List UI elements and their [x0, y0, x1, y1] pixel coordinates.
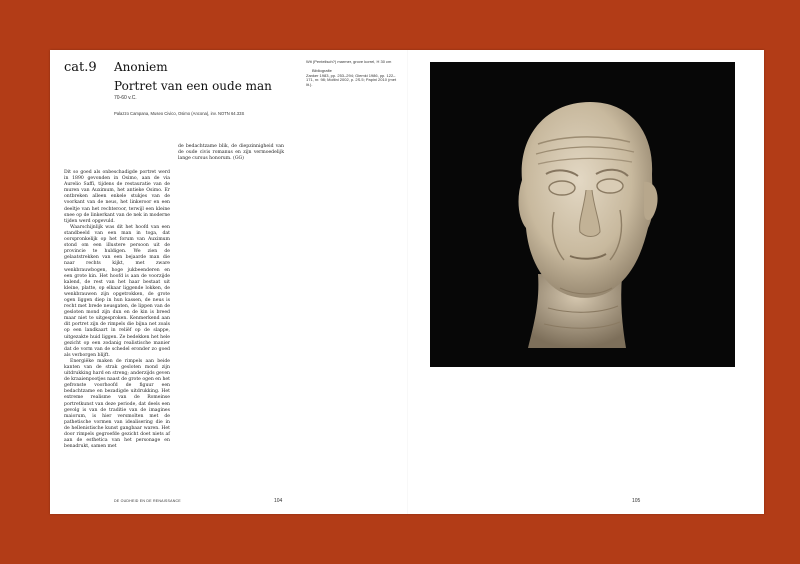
body-paragraph: Energiëke maken de rimpels aan beide kanten van de strak gesloten mond zijn uitdrukking hard en streng; anderzijds geven de kraaienpootjes naast de grote ogen en het gefronste voorhoofd de figuur een bedachtzame en bezadigde uitdrukking. Het extreme realisme van de Romeinse portretkunst van deze periode, dat deels een gevolg is van de traditie van de imagines maiorum, is hier versmolten met de pathetische vormen van idealisering die in de hellenistische kunst gangbaar waren. Het door rimpels gegroefde gezicht doet niets af aan de esthetica van het personage en benadrukt, samen met: [64, 358, 170, 450]
gutter-shadow: [407, 50, 408, 514]
material-info: Wit (Pentelisch?) marmer, grove korrel, H 30 cm: [306, 59, 392, 64]
body-column-left: [64, 170, 170, 450]
body-paragraph: Waarschijnlijk was dit het hoofd van een standbeeld van een man in toga, dat oorspronkelijk op het forum van Auximum stond om een illustere persoon uit de provincie te huldigen. We zien de gelaatstrekken van een bejaarde man die naar rechts kijkt, met zware wenkbrauwbogen, hoge jukbeenderen en een grote kin. Het hoofd is aan de voorzijde kalend, de rest van het haar bestaat uit kleine, platte, op elkaar liggende lokken, de wenkbrauwen zijn opgetrokken, de grote ogen liggen diep in hun kassen, de neus is recht met brede neusgaten, de lippen van de gesloten mond zijn dun en de kin is breed maar niet te uitgesproken. Kenmerkend aan dit portret zijn de rimpels die bijna net zoals op een landkaart in reliëf op de slappe, uitgezakte huid liggen. Ze bedekken het hele gezicht op een zodanig realistische manier dat de vorm van de schedel eronder zo goed als verborgen blijft.: [64, 224, 170, 358]
running-footer: DE OUDHEID EN DE RENAISSANCE: [114, 499, 181, 503]
body-paragraph: Dit so goed als onbeschadigde portret werd in 1890 gevonden in Osimo, aan de via Aurelio Saffi, tijdens de restauratie van de muren van Auximum, het antieke Osimo. Er ontbreken alleen enkele stukjes van de voorkant van de neus, het linkeroor en een deeltje van het rechteroor, terwijl een kleine snee op de linkerkant van de nek in moderne tijden werd opgevuld.: [64, 170, 170, 224]
artwork-location: Palazzo Campana, Museo Civico, Osimo (Ancona), inv. NOTN 64.33S: [114, 111, 245, 116]
artwork-date: 70-60 v.C.: [114, 95, 137, 101]
page-number-left: 104: [274, 498, 283, 504]
body-column-right: [178, 144, 284, 162]
book-spread: [50, 50, 764, 514]
page-number-right: 105: [632, 498, 641, 504]
artwork-meta: [306, 60, 402, 88]
portrait-photo: [430, 62, 735, 367]
body-paragraph-continued: de bedachtzame blik, de diepzinnigheid van de oude civis romanus en zijn vermoedelijk lange cursus honorum. (GG): [178, 144, 284, 162]
marble-portrait-bust-icon: [430, 62, 735, 367]
artwork-title: Portret van een oude man: [114, 79, 272, 93]
catalog-number: cat.9: [64, 60, 97, 75]
bibliography-heading: Bibliografie: [312, 67, 332, 73]
artist-name: Anoniem: [114, 60, 168, 74]
bibliography-text: Zanker 1983, pp. 253–294; Giemki 1986, pp. 122–171, nr. 98; Moltini 2002, p. 2S.5; Papini 2010 (met lit.).: [306, 72, 397, 88]
